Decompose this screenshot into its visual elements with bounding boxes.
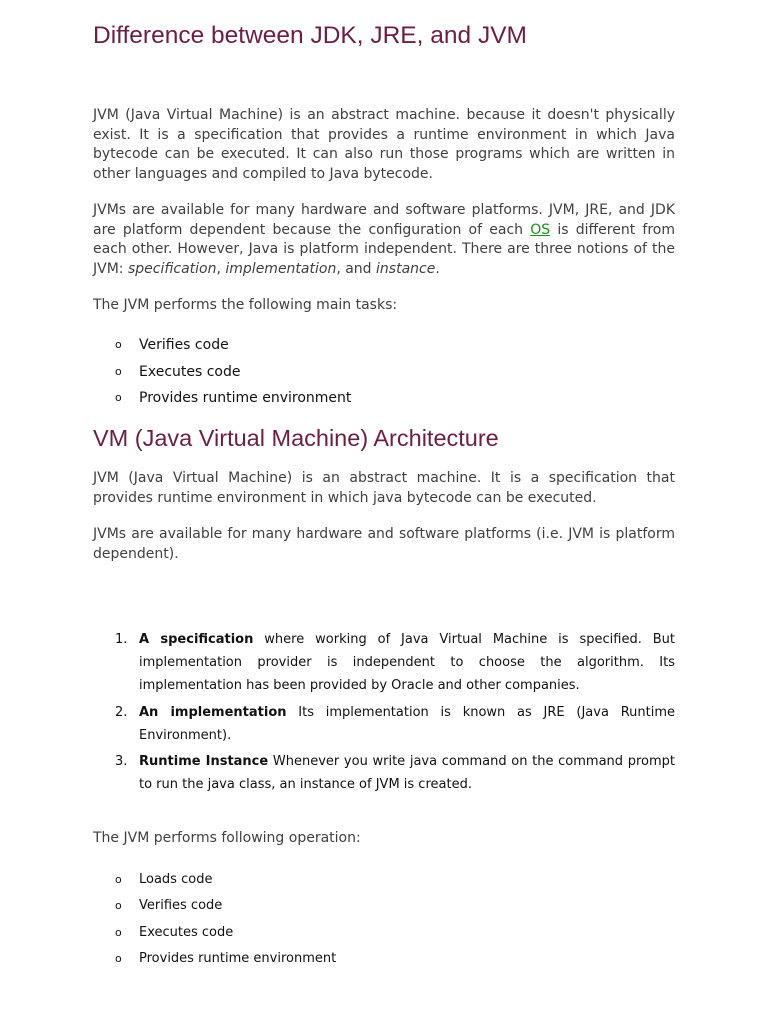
main-tasks-intro: The JVM performs the following main tasks:	[93, 297, 398, 313]
item-number: 1.	[115, 632, 128, 647]
list-item-text: Verifies code	[139, 337, 229, 353]
list-item	[93, 950, 675, 976]
list-item	[93, 897, 675, 923]
operations-intro: The JVM performs following operation:	[93, 830, 361, 846]
circle-bullet-icon: o	[115, 391, 122, 405]
text-segment: is different from each other. However, Java is platform independent. There are three notions of the JVM:	[93, 221, 676, 277]
text-segment: .	[435, 260, 440, 277]
list-item	[93, 871, 675, 897]
circle-bullet-icon: o	[115, 925, 122, 939]
architecture-paragraph-2: JVMs are available for many hardware and software platforms (i.e. JVM is platform dependent).	[93, 526, 675, 562]
term-specification: specification	[127, 260, 217, 277]
jvm-intro-paragraph: JVM (Java Virtual Machine) is an abstract machine. because it doesn't physically exist. It is a specification that provides a runtime environment in which Java bytecode can be executed. It can also run those programs which are written in other languages and compiled to Java bytecode.	[93, 107, 675, 182]
list-item	[93, 924, 675, 950]
circle-bullet-icon: o	[115, 873, 122, 886]
section-heading-architecture: VM (Java Virtual Machine) Architecture	[93, 425, 499, 451]
text-segment: JVMs are available for many hardware and software platforms. JVM, JRE, and JDK are platform dependent because the configuration of each	[93, 202, 675, 238]
text-segment: , and	[336, 260, 377, 277]
operations-list	[93, 871, 675, 977]
item-number: 3.	[115, 754, 128, 769]
circle-bullet-icon: o	[115, 338, 122, 351]
page-title: Difference between JDK, JRE, and JVM	[93, 22, 527, 49]
item-term: A specification	[139, 632, 254, 647]
list-item-text: Executes code	[139, 924, 234, 940]
circle-bullet-icon: o	[115, 952, 122, 966]
numbered-item	[93, 750, 675, 796]
circle-bullet-icon: o	[115, 899, 122, 913]
term-instance: instance	[376, 260, 436, 277]
list-item-text: Provides runtime environment	[139, 951, 337, 967]
text-segment: ,	[216, 260, 226, 277]
list-item-text: Executes code	[139, 363, 241, 380]
item-description: Whenever you write java command on the command prompt to run the java class, an instance of JVM is created.	[139, 754, 675, 792]
item-description: Its implementation is known as JRE (Java Runtime Environment).	[139, 704, 675, 743]
numbered-item	[93, 701, 675, 747]
architecture-paragraph-1: JVM (Java Virtual Machine) is an abstract machine. It is a specification that provides runtime environment in which java bytecode can be executed.	[93, 470, 675, 506]
circle-bullet-icon: o	[115, 364, 122, 378]
list-item-text: Loads code	[139, 872, 213, 887]
item-term: Runtime Instance	[139, 754, 269, 769]
jvm-notions-list	[93, 628, 675, 800]
item-number: 2.	[115, 704, 128, 720]
list-item	[93, 363, 675, 390]
term-implementation: implementation	[225, 260, 337, 277]
item-term: An implementation	[139, 704, 287, 720]
os-link[interactable]: OS	[530, 221, 551, 238]
jvm-platform-paragraph	[93, 201, 675, 279]
list-item-text: Verifies code	[139, 898, 223, 914]
item-description: where working of Java Virtual Machine is specified. But implementation provider is independent to choose the algorithm. Its implementation has been provided by Oracle and other companies.	[139, 632, 675, 693]
main-tasks-list	[93, 336, 675, 416]
numbered-item	[93, 628, 675, 697]
list-item	[93, 389, 675, 416]
list-item-text: Provides runtime environment	[139, 390, 352, 407]
list-item	[93, 336, 675, 363]
